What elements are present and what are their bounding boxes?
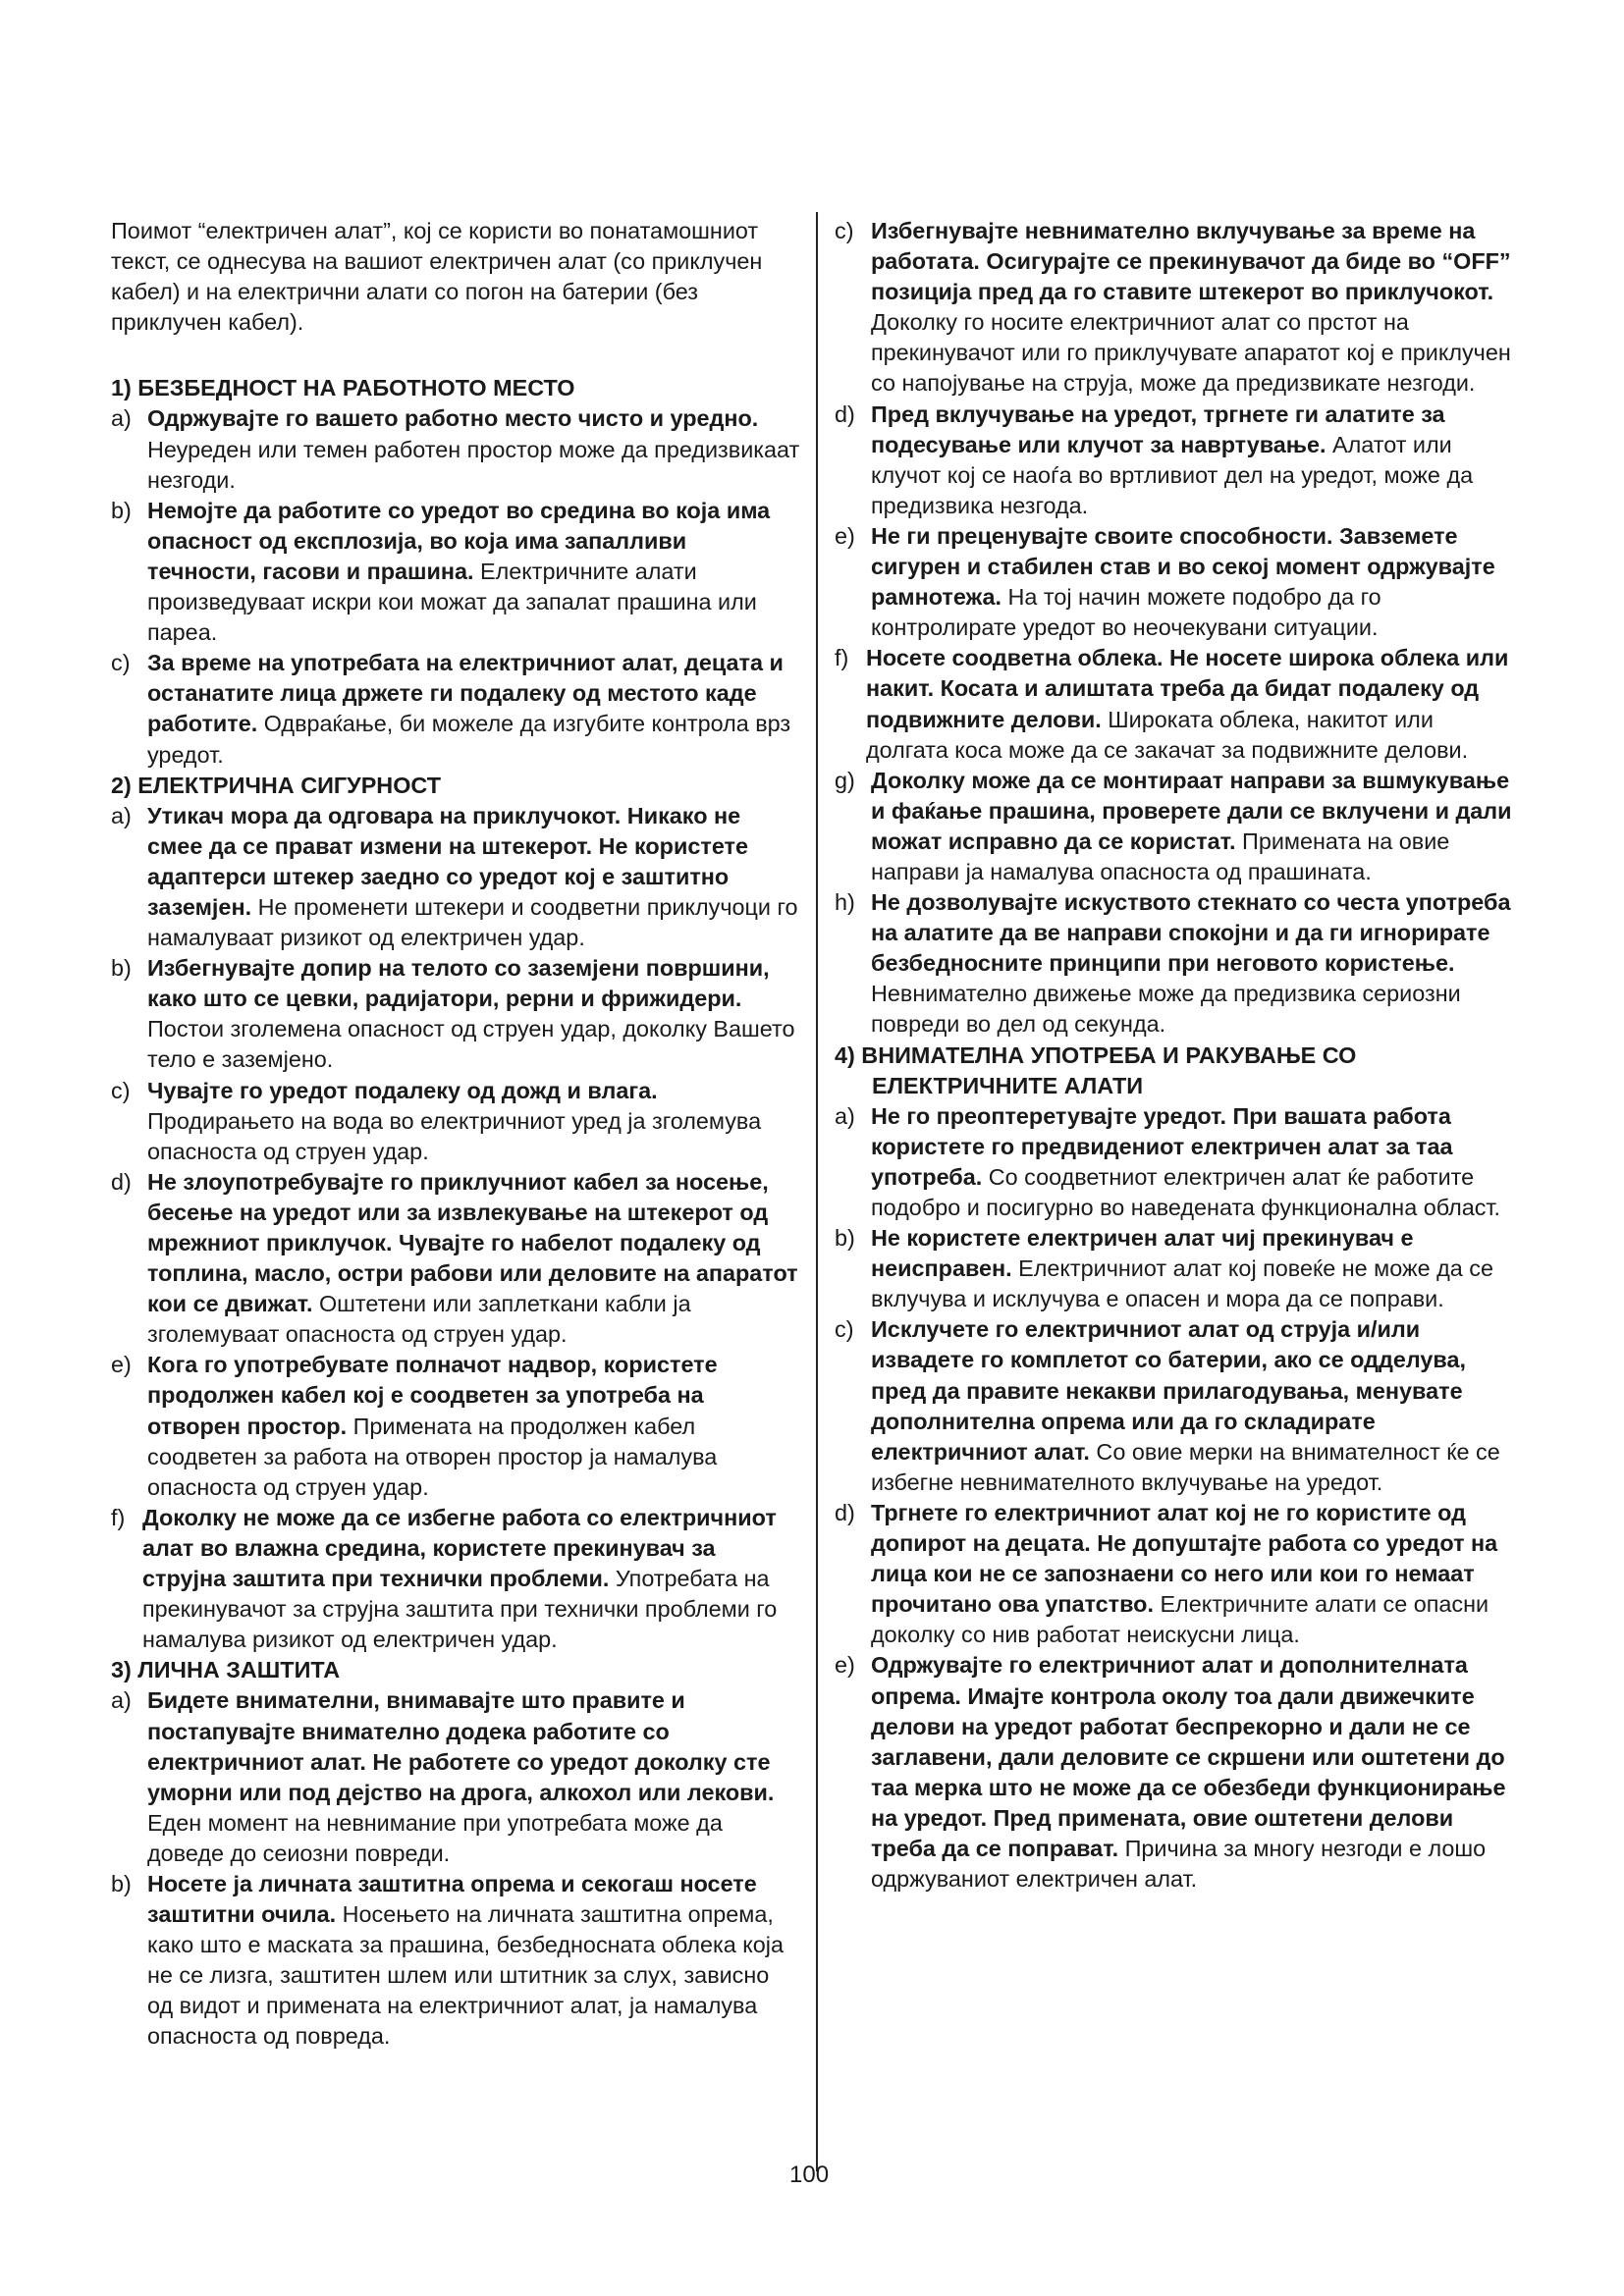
item-label: a) [835, 1102, 855, 1129]
item-text: Употребата на прекинувачот за струјна заштита при технички проблеми го намалува ризикот од електричен удар. [142, 1566, 778, 1653]
list-item [111, 801, 800, 953]
item-text: Оштетени или заплеткани кабли ја зголемуваат опасноста од струен удар. [147, 1291, 691, 1348]
item-label: h) [835, 889, 855, 916]
item-text: Електричните алати се опасни доколку со нив работат неискусни лица. [871, 1591, 1489, 1648]
item-text: Електричниот алат кој повеќе не може да се вклучува и исклучува е опасен и мора да се поправи. [871, 1255, 1493, 1312]
list-item [835, 1498, 1522, 1650]
list-item [111, 1685, 800, 1869]
item-text: Причина за многу незгоди е лошо одржуваниот електричен алат. [871, 1835, 1487, 1893]
item-label: e) [111, 1352, 132, 1378]
item-label: c) [111, 1077, 131, 1103]
item-text: Електричните алати произведуваат искри кои можат да запалат прашина или пареа. [147, 558, 757, 646]
item-bold-text: Кога го употребувате полначот надвор, користете продолжен кабел кој е соодветен за употреба на отворен простор. [147, 1352, 718, 1439]
item-label: b) [835, 1225, 855, 1252]
item-bold-text: Исклучете го електричниот алат од струја и/или извадете го комплетот со батерии, ако се одделува, пред да правите некакви прилагодувања, менувате дополнителна опрема или да го складирате електричниот алат. [871, 1316, 1466, 1465]
item-text: Носењето на личната заштитна опрема, како што е маската за прашина, безбедносната облека која не се лизга, заштитен шлем или штитник за слух, зависно од видот и примената на електричниот алат, ја намалува опасноста од повреда. [147, 1901, 784, 2050]
item-bold-text: Не користете електричен алат чиј прекинувач е неисправен. [871, 1225, 1414, 1282]
item-label: c) [111, 650, 131, 676]
list-item [835, 887, 1522, 1040]
item-label: c) [835, 1316, 854, 1343]
list-item [835, 521, 1522, 643]
list-item [835, 1101, 1522, 1223]
item-text: Широката облека, накитот или долгата коса може да се закачат за подвижните делови. [866, 706, 1469, 763]
intro-paragraph: Поимот “електричен алат”, кој се користи во понатамошниот текст, се однесува на вашиот електричен алат (со приклучен кабел) и на електрични алати со погон на батерии (без приклучен кабел). [111, 218, 763, 336]
item-label: d) [111, 1168, 132, 1195]
list-item [835, 1650, 1522, 1895]
item-text: Неуреден или темен работен простор може да предизвикаат незгоди. [147, 436, 800, 493]
list-item [835, 1223, 1522, 1314]
list-item [111, 403, 800, 495]
list-item [111, 1167, 800, 1351]
list-item [835, 400, 1522, 521]
list-item [835, 643, 1522, 765]
item-label: e) [835, 522, 855, 549]
list-item [111, 953, 800, 1075]
item-bold-text: Тргнете го електричниот алат кој не го користите од допирот на децата. Не допуштајте работа со уредот на лица кои не се запознаени со него или кои го немаат прочитано ова упатство. [871, 1499, 1498, 1618]
page-number: 100 [789, 2162, 830, 2188]
item-bold-text: Избегнувајте допир на телото со заземјени површини, како што се цевки, радијатори, рерни и фрижидери. [147, 955, 770, 1012]
item-bold-text: Пред вклучување на уредот, тргнете ги алатите за подесување или клучот за навртување. [871, 400, 1445, 457]
item-bold-text: Не злоупотребувајте го приклучниот кабел за носење, бесење на уредот или за извлекување на штекерот од мрежниот приклучок. Чувајте го набелот подалеку од топлина, масло, остри рабови или деловите на апаратот кои се движат. [147, 1168, 798, 1317]
item-text: Невнимателно движење може да предизвика сериозни повреди во дел од секунда. [871, 981, 1461, 1038]
list-item [111, 1503, 800, 1655]
item-bold-text: Утикач мора да одговара на приклучокот. Никако не смее да се прават измени на штекерот. Не користете адаптерси штекер заедно со уредот кој е заштитно заземјен. [147, 802, 748, 920]
section-title-careful-use: 4) ВНИМАТЕЛНА УПОТРЕБА И РАКУВАЊЕ СО ЕЛЕКТРИЧНИТЕ АЛАТИ [835, 1041, 1357, 1098]
item-text: Примената на овие направи ја намалува опасноста од прашината. [871, 828, 1450, 884]
item-bold-text: Доколку не може да се избегне работа со електричниот алат во влажна средина, користете прекинувач за струјна заштита при технички проблеми. [142, 1504, 777, 1592]
item-text: Со соодветниот електричен алат ќе работите подобро и посигурно во наведената функционална област. [871, 1163, 1501, 1220]
item-bold-text: Избегнувајте невнимателно вклучување за време на работата. Осигурајте се прекинувачот да биде во “OFF” позиција пред да го ставите штекерот во приклучокот. [871, 218, 1511, 305]
item-label: d) [835, 400, 855, 427]
item-label: a) [111, 802, 132, 828]
item-text: Одвраќање, би можеле да изгубите контрола врз уредот. [147, 711, 791, 768]
item-text: На тој начин можете подобро да го контролирате уредот во неочекувани ситуации. [871, 584, 1381, 641]
item-label: f) [111, 1504, 126, 1530]
item-label: b) [111, 955, 132, 982]
list-item [111, 1350, 800, 1502]
list-item [835, 1314, 1522, 1498]
section-title-personal-protection: 3) ЛИЧНА ЗАШТИТА [111, 1657, 341, 1683]
section-title-electrical-safety: 2) ЕЛЕКТРИЧНА СИГУРНОСТ [111, 772, 441, 798]
list-item [111, 1076, 800, 1167]
item-bold-text: За време на употребата на електричниот алат, децата и останатите лица држете ги подалеку од местото каде работите. [147, 650, 784, 737]
list-item [111, 1869, 800, 2053]
item-text: Со овие мерки на внимателност ќе се избегне невнимателното вклучување на уредот. [871, 1438, 1500, 1495]
item-text: Еден момент на невнимание при употребата може да доведе до сеиозни повреди. [147, 1809, 723, 1866]
item-label: g) [835, 767, 855, 793]
item-bold-text: Одржувајте го електричниот алат и дополнителната опрема. Имајте контрола околу тоа дали движечките делови на уредот работат беспрекорно и дали не се заглавени, дали деловите се скршени или оштетени до таа мерка што не може да се обезбеди функционирање на уредот. Пред примената, овие оштетени делови треба да се поправат. [871, 1652, 1506, 1861]
item-label: f) [835, 645, 849, 671]
item-bold-text: Носете соодветна облека. Не носете широка облека или накит. Косата и алиштата треба да бидат подалеку од подвижните делови. [866, 645, 1509, 732]
right-column [835, 216, 1522, 1895]
item-label: c) [835, 218, 854, 243]
item-label: a) [111, 405, 132, 432]
item-label: b) [111, 1870, 132, 1896]
item-bold-text: Доколку може да се монтираат направи за вшмукување и фаќање прашина, проверете дали се вклучени и дали можат исправно да се користат. [871, 767, 1512, 854]
item-label: e) [835, 1652, 855, 1679]
item-text: Примената на продолжен кабел соодветен за работа на отворен простор ја намалува опасноста од струен удар. [147, 1413, 718, 1500]
column-divider [816, 212, 818, 2171]
list-item [111, 496, 800, 648]
list-item [835, 216, 1522, 400]
item-text: Постои зголемена опасност од струен удар, доколку Вашето тело е заземјено. [147, 1016, 795, 1073]
item-text: Доколку го носите електричниот алат со прстот на прекинувачот или го приклучувате апаратот кој е приклучен со напојување на струја, може да предизвикате незгоди. [871, 309, 1511, 397]
item-label: b) [111, 497, 132, 523]
item-bold-text: Не ги преценувајте своите способности. Завземете сигурен и стабилен став и во секој момент одржувајте рамнотежа. [871, 522, 1495, 611]
item-text: Алатот или клучот кој се наоѓа во вртливиот дел на уредот, може да предизвика незгода. [871, 431, 1474, 518]
section-title-workplace-safety: 1) БЕЗБЕДНОСТ НА РАБОТНОТО МЕСТО [111, 375, 575, 401]
item-label: a) [111, 1687, 132, 1714]
item-bold-text: Немојте да работите со уредот во средина во која има опасност од експлозија, во која има запалливи течности, гасови и прашина. [147, 497, 771, 584]
item-bold-text: Носете ја личната заштитна опрема и секогаш носете заштитни очила. [147, 1870, 757, 1928]
list-item [111, 648, 800, 770]
item-bold-text: Чувајте го уредот подалеку од дожд и влага. [147, 1077, 658, 1103]
list-item [835, 766, 1522, 887]
item-bold-text: Бидете внимателни, внимавајте што правите и постапувајте внимателно додека работите со електричниот алат. Не работете со уредот доколку сте уморни или под дејство на дрога, алкохол или лекови. [147, 1687, 775, 1805]
item-label: d) [835, 1499, 855, 1525]
item-bold-text: Одржувајте го вашето работно место чисто и уредно. [147, 405, 759, 432]
item-bold-text: Не дозволувајте искуството стекнато со честа употреба на алатите да ве направи спокојни и да ги игнорирате безбедносните принципи при неговото користење. [871, 889, 1511, 977]
item-text: Не променети штекери и соодветни приклучоци го намалуваат ризикот од електричен удар. [147, 893, 798, 951]
item-bold-text: Не го преоптеретувајте уредот. При вашата работа користете го предвидениот електричен алат за таа употреба. [871, 1102, 1453, 1190]
left-column [111, 216, 800, 2053]
item-text: Продирањето на вода во електричниот уред ја зголемува опасноста од струен удар. [147, 1107, 762, 1164]
